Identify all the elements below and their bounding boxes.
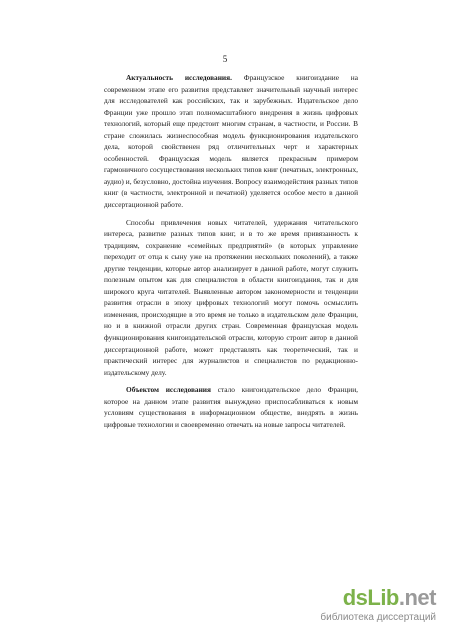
dslib-watermark: [280, 586, 440, 628]
paragraph-lead: Объектом исследования: [126, 385, 212, 395]
paragraph-methods: [104, 217, 358, 379]
paragraph-lead: Актуальность исследования.: [126, 73, 232, 82]
page-number: 5: [222, 54, 228, 64]
watermark-caption: библиотека диссертаций: [320, 612, 436, 623]
logo-part-net: .net: [398, 585, 436, 610]
paragraph-object: [104, 384, 358, 430]
document-body: [104, 72, 358, 430]
paragraph-relevance: [104, 72, 358, 211]
paragraph-text: стало книгоиздательское дело Франции, которое на данном этапе развития вынуждено приспосабливаться к новым условиям существования в информационном обществе, внедрять в жизнь цифровые технологии и своевременно отвечать на новые запросы читателей.: [104, 385, 358, 429]
logo-part-dslib: dsLib: [342, 585, 399, 610]
paragraph-text: Способы привлечения новых читателей, удержания читательского интереса, развитие разных типов книг, и в то же время привязанность к традициям, сохранение «семейных предприятий» (в которых управление переходит от отца к сыну уже на протяжении нескольких поколений), а также другие тенденции, которые автор анализирует в данной работе, могут служить полезным опытом как для специалистов в области книгоиздания, так и для широкого круга читателей. Выявленные автором закономерности и тенденции развития отрасли в эпоху цифровых технологий могут помочь осмыслить изменения, происходящие в это время не только в издательском деле Франции, но и в книжной отрасли других стран. Современная французская модель функционирования книгоиздательской отрасли, которую строит автор в данной диссертационной работе, может представлять как теоретический, так и практический интерес для журналистов и специалистов по редакционно-издательскому делу.: [104, 217, 358, 377]
dslib-logo: [343, 586, 436, 610]
paragraph-text: Французское книгоиздание на современном этапе его развития представляет значительный научный интерес для исследователей как российских, так и зарубежных. Издательское дело Франции уже прошло этап полномасштабного внедрения в жизнь цифровых технологий, который еще предстоит многим странам, в частности, и России. В стране сложилась жизнеспособная модель функционирования издательского дела, которой свойственен ряд отличительных черт и характерных особенностей. Французская модель является прекрасным примером гармоничного сосуществования нескольких типов книг (печатных, электронных, аудио) и, безусловно, достойна изучения. Вопросу взаимодействия разных типов книг (в частности, электронной и печатной) уделяется особое место в данной диссертационной работе.: [104, 73, 358, 210]
